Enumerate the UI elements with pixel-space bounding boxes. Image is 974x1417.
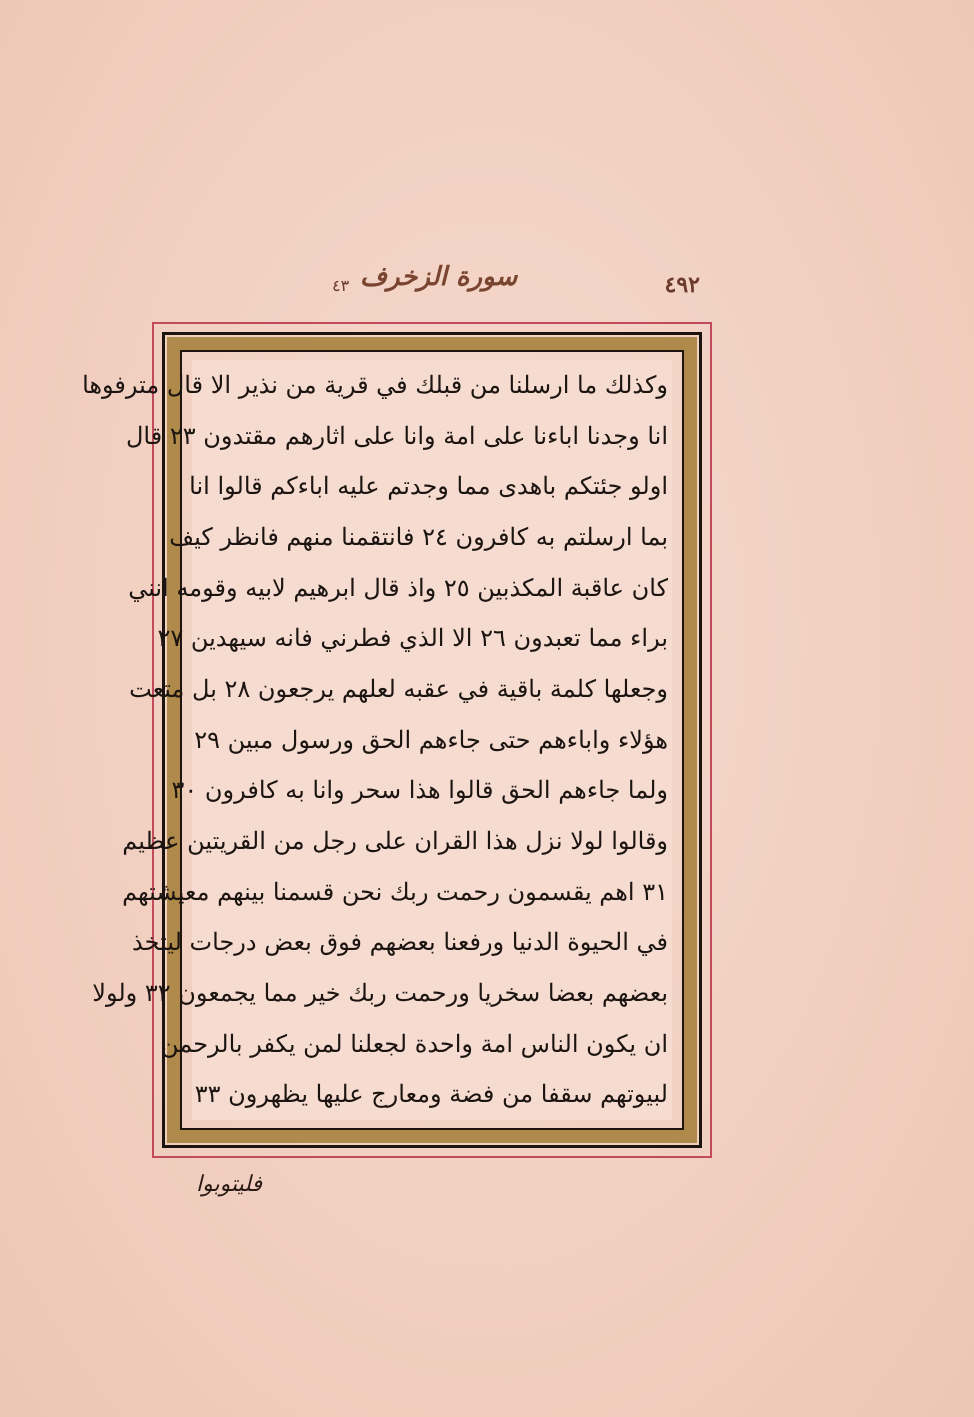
catchword: فليتوبوا xyxy=(196,1172,263,1197)
page-header xyxy=(320,262,700,310)
text-line: ان يكون الناس امة واحدة لجعلنا لمن يكفر بالرحمن xyxy=(161,1029,668,1058)
surah-title: سورة الزخرف xyxy=(360,262,518,292)
text-line: وجعلها كلمة باقية في عقبه لعلهم يرجعون ٢٨ بل متعت xyxy=(129,674,668,703)
text-line: ٣١ اهم يقسمون رحمت ربك نحن قسمنا بينهم معيشتهم xyxy=(122,877,668,906)
text-line: اولو جئتكم باهدى مما وجدتم عليه اباءكم قالوا انا xyxy=(189,472,668,501)
text-line: هؤلاء واباءهم حتى جاءهم الحق ورسول مبين ٢٩ xyxy=(194,725,668,754)
text-line: انا وجدنا اباءنا على امة وانا على اثارهم مقتدون ٢٣ قال xyxy=(125,421,668,450)
page-number: ٤٩٢ xyxy=(664,272,700,298)
text-line: وقالوا لولا نزل هذا القران على رجل من القريتين عظيم xyxy=(122,826,668,855)
text-line: ولما جاءهم الحق قالوا هذا سحر وانا به كافرون ٣٠ xyxy=(171,776,668,805)
text-line: كان عاقبة المكذبين ٢٥ واذ قال ابرهيم لابيه وقومه انني xyxy=(128,573,668,602)
text-line: لبيوتهم سقفا من فضة ومعارج عليها يظهرون ٣٣ xyxy=(194,1080,668,1109)
text-block xyxy=(82,360,672,1120)
text-line: وكذلك ما ارسلنا من قبلك في قرية من نذير الا قال مترفوها xyxy=(82,371,668,399)
text-line: بعضهم بعضا سخريا ورحمت ربك خير مما يجمعون ٣٢ ولولا xyxy=(92,978,668,1007)
text-line: براء مما تعبدون ٢٦ الا الذي فطرني فانه سيهدين ٢٧ xyxy=(157,624,668,653)
juz-number: ٤٣ xyxy=(332,276,350,295)
text-line: بما ارسلتم به كافرون ٢٤ فانتقمنا منهم فانظر كيف xyxy=(169,522,668,551)
text-line: في الحيوة الدنيا ورفعنا بعضهم فوق بعض درجات ليتخذ xyxy=(132,928,668,957)
